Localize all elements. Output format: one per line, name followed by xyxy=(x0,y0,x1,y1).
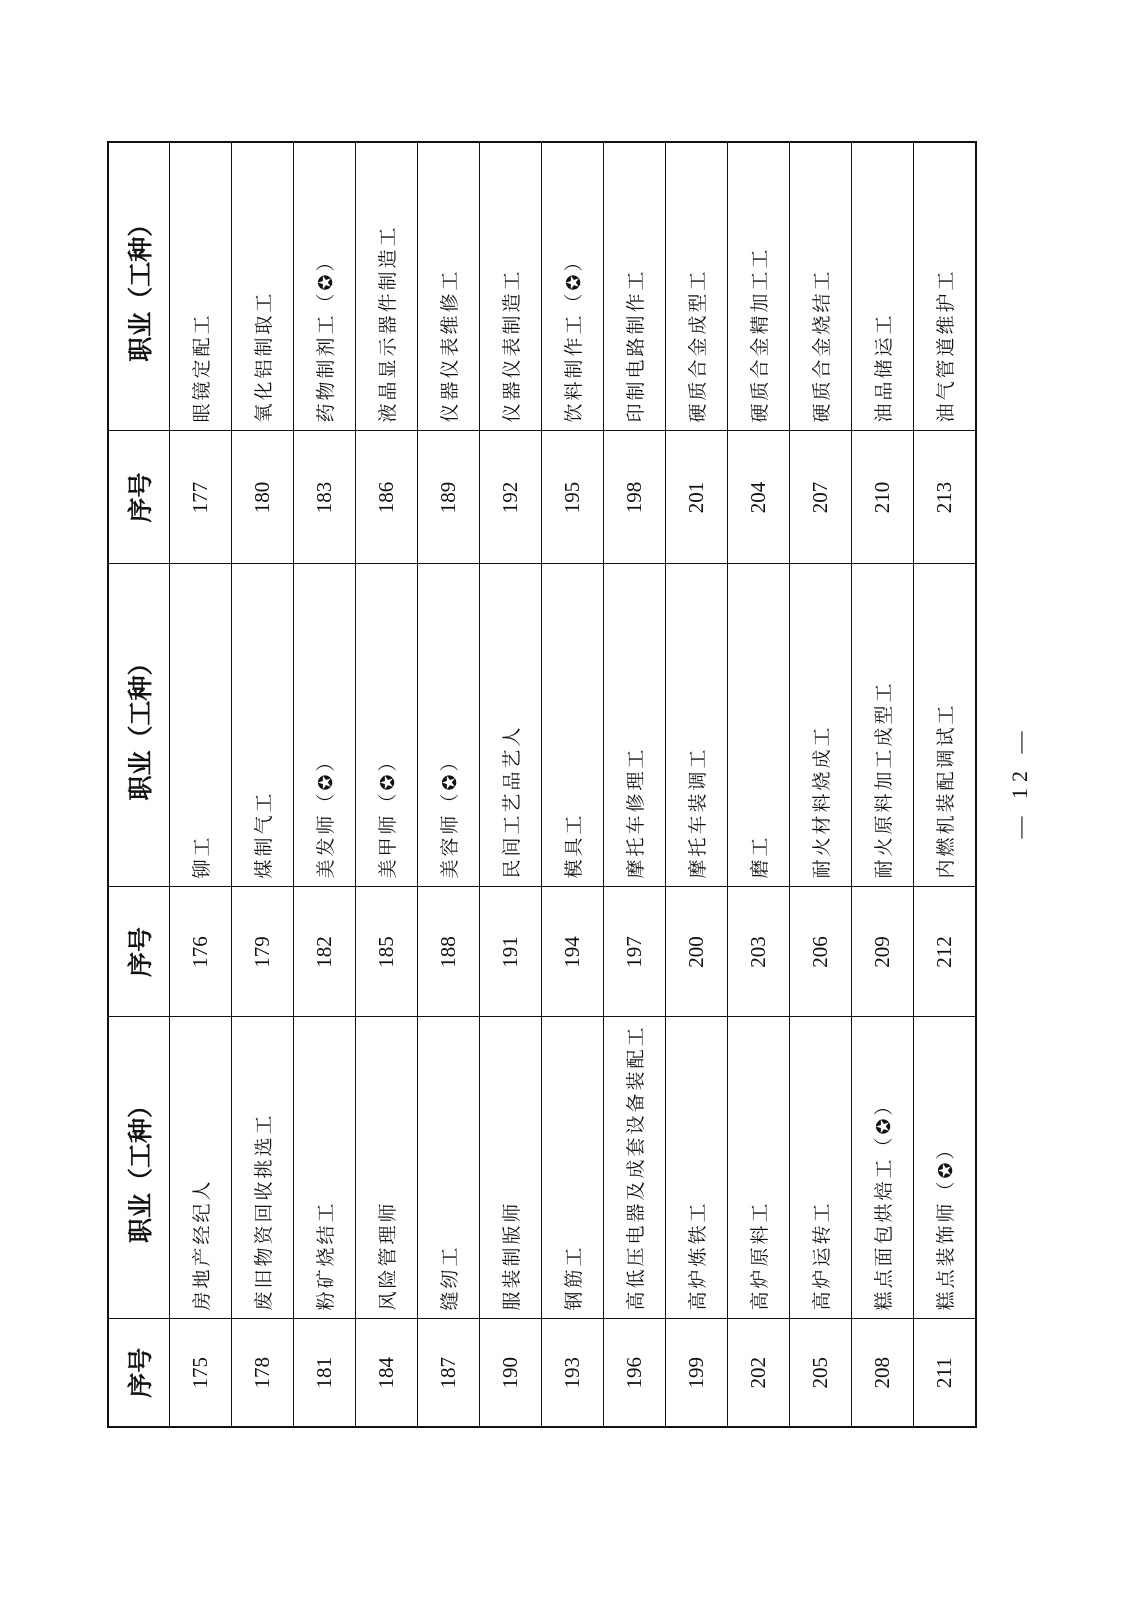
serial-number-cell: 209 xyxy=(852,887,914,1017)
table-row xyxy=(914,142,977,1427)
occupation-cell: 硬质合金成型工 xyxy=(666,142,728,431)
serial-number-cell: 179 xyxy=(232,887,294,1017)
occupation-cell: 印制电路制作工 xyxy=(604,142,666,431)
table-container xyxy=(107,143,962,1428)
occupation-cell: 液晶显示器件制造工 xyxy=(356,142,418,431)
header-serial-number: 序号 xyxy=(108,1319,170,1427)
serial-number-cell: 197 xyxy=(604,887,666,1017)
serial-number-cell: 188 xyxy=(418,887,480,1017)
serial-number-cell: 196 xyxy=(604,1319,666,1427)
occupation-cell: 饮料制作工（✪） xyxy=(542,142,604,431)
occupation-cell: 高炉炼铁工 xyxy=(666,1017,728,1319)
occupation-cell: 硬质合金精加工工 xyxy=(728,142,790,431)
serial-number-cell: 203 xyxy=(728,887,790,1017)
occupation-cell: 耐火材料烧成工 xyxy=(790,564,852,887)
table-row xyxy=(418,142,480,1427)
serial-number-cell: 182 xyxy=(294,887,356,1017)
serial-number-cell: 189 xyxy=(418,431,480,564)
occupation-cell: 美容师（✪） xyxy=(418,564,480,887)
serial-number-cell: 195 xyxy=(542,431,604,564)
table-header-row xyxy=(108,142,170,1427)
serial-number-cell: 175 xyxy=(170,1319,232,1427)
occupation-cell: 民间工艺品艺人 xyxy=(480,564,542,887)
occupation-cell: 硬质合金烧结工 xyxy=(790,142,852,431)
serial-number-cell: 198 xyxy=(604,431,666,564)
occupation-cell: 高低压电器及成套设备装配工 xyxy=(604,1017,666,1319)
serial-number-cell: 205 xyxy=(790,1319,852,1427)
occupation-cell: 油品储运工 xyxy=(852,142,914,431)
occupation-cell: 磨工 xyxy=(728,564,790,887)
header-serial-number: 序号 xyxy=(108,431,170,564)
occupation-cell: 煤制气工 xyxy=(232,564,294,887)
table-row xyxy=(294,142,356,1427)
occupation-cell: 仪器仪表维修工 xyxy=(418,142,480,431)
occupation-cell: 眼镜定配工 xyxy=(170,142,232,431)
occupation-cell: 内燃机装配调试工 xyxy=(914,564,977,887)
serial-number-cell: 185 xyxy=(356,887,418,1017)
table-row xyxy=(170,142,232,1427)
occupation-cell: 氧化铝制取工 xyxy=(232,142,294,431)
serial-number-cell: 181 xyxy=(294,1319,356,1427)
serial-number-cell: 210 xyxy=(852,431,914,564)
occupation-cell: 美甲师（✪） xyxy=(356,564,418,887)
occupation-cell: 高炉原料工 xyxy=(728,1017,790,1319)
serial-number-cell: 212 xyxy=(914,887,977,1017)
serial-number-cell: 204 xyxy=(728,431,790,564)
serial-number-cell: 193 xyxy=(542,1319,604,1427)
occupation-cell: 药物制剂工（✪） xyxy=(294,142,356,431)
table-row xyxy=(232,142,294,1427)
occupation-cell: 摩托车修理工 xyxy=(604,564,666,887)
table-row xyxy=(666,142,728,1427)
header-occupation: 职业（工种） xyxy=(108,142,170,431)
header-serial-number: 序号 xyxy=(108,887,170,1017)
table-row xyxy=(480,142,542,1427)
serial-number-cell: 184 xyxy=(356,1319,418,1427)
occupation-cell: 服装制版师 xyxy=(480,1017,542,1319)
occupation-cell: 摩托车装调工 xyxy=(666,564,728,887)
serial-number-cell: 206 xyxy=(790,887,852,1017)
serial-number-cell: 187 xyxy=(418,1319,480,1427)
table-row xyxy=(728,142,790,1427)
occupation-cell: 废旧物资回收挑选工 xyxy=(232,1017,294,1319)
occupation-cell: 糕点面包烘焙工（✪） xyxy=(852,1017,914,1319)
serial-number-cell: 213 xyxy=(914,431,977,564)
occupation-table xyxy=(107,141,977,1428)
serial-number-cell: 200 xyxy=(666,887,728,1017)
occupation-cell: 风险管理师 xyxy=(356,1017,418,1319)
table-row xyxy=(604,142,666,1427)
serial-number-cell: 190 xyxy=(480,1319,542,1427)
serial-number-cell: 186 xyxy=(356,431,418,564)
table-row xyxy=(356,142,418,1427)
serial-number-cell: 191 xyxy=(480,887,542,1017)
serial-number-cell: 208 xyxy=(852,1319,914,1427)
serial-number-cell: 194 xyxy=(542,887,604,1017)
serial-number-cell: 176 xyxy=(170,887,232,1017)
occupation-cell: 模具工 xyxy=(542,564,604,887)
serial-number-cell: 177 xyxy=(170,431,232,564)
table-row xyxy=(852,142,914,1427)
header-occupation: 职业（工种） xyxy=(108,1017,170,1319)
serial-number-cell: 178 xyxy=(232,1319,294,1427)
serial-number-cell: 183 xyxy=(294,431,356,564)
page-number: — 12 — xyxy=(1007,725,1032,839)
occupation-cell: 耐火原料加工成型工 xyxy=(852,564,914,887)
serial-number-cell: 207 xyxy=(790,431,852,564)
occupation-cell: 高炉运转工 xyxy=(790,1017,852,1319)
serial-number-cell: 211 xyxy=(914,1319,977,1427)
table-row xyxy=(542,142,604,1427)
table-row xyxy=(790,142,852,1427)
occupation-cell: 粉矿烧结工 xyxy=(294,1017,356,1319)
occupation-cell: 缝纫工 xyxy=(418,1017,480,1319)
serial-number-cell: 199 xyxy=(666,1319,728,1427)
serial-number-cell: 180 xyxy=(232,431,294,564)
occupation-cell: 油气管道维护工 xyxy=(914,142,977,431)
occupation-cell: 美发师（✪） xyxy=(294,564,356,887)
serial-number-cell: 202 xyxy=(728,1319,790,1427)
occupation-cell: 糕点装饰师（✪） xyxy=(914,1017,977,1319)
occupation-cell: 铆工 xyxy=(170,564,232,887)
header-occupation: 职业（工种） xyxy=(108,564,170,887)
serial-number-cell: 201 xyxy=(666,431,728,564)
occupation-cell: 房地产经纪人 xyxy=(170,1017,232,1319)
serial-number-cell: 192 xyxy=(480,431,542,564)
occupation-cell: 仪器仪表制造工 xyxy=(480,142,542,431)
occupation-cell: 钢筋工 xyxy=(542,1017,604,1319)
